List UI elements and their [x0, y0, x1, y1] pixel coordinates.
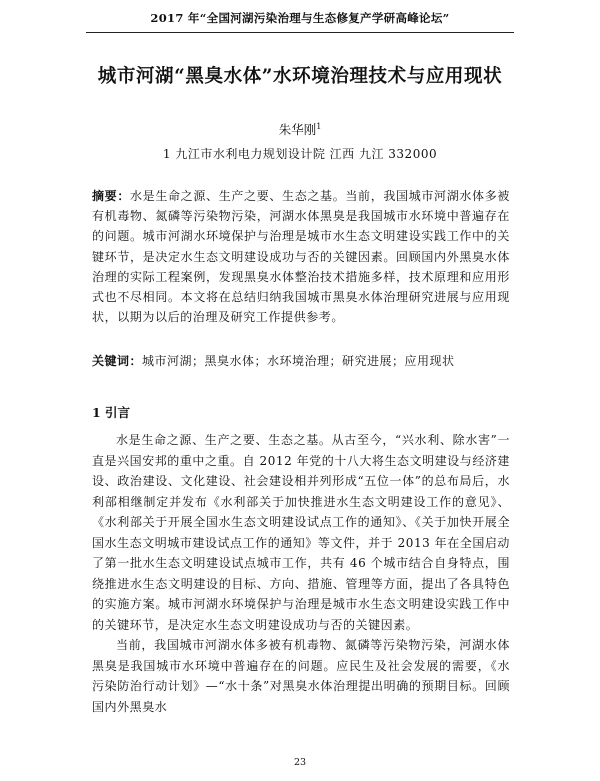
header-rule [86, 32, 514, 33]
author-line [0, 120, 600, 138]
keywords-label: 关键词： [92, 354, 143, 368]
author-superscript: 1 [316, 121, 322, 131]
affiliation: 1 九江市水利电力规划设计院 江西 九江 332000 [162, 147, 438, 161]
abstract-label: 摘要： [92, 189, 131, 203]
paper-title: 城市河湖“黑臭水体”水环境治理技术与应用现状 [97, 66, 503, 87]
author-name: 朱华刚 [278, 122, 317, 137]
body-paragraph: 水是生命之源、生产之要、生态之基。从古至今，“兴水利、除水害”一直是兴国安邦的重中之重。自 2012 年党的十八大将生态文明建设与经济建设、政治建设、文化建设、社会建设相并列形成“五位一体”的总布局后，水利部相继制定并发布《水利部关于加快推进水生态文明建设工作的意见》、《水利部关于开展全国水生态文明建设试点工作的通知》、《关于加快开展全国水生态文明城市建设试点工作的通知》等文件，并于 2013 年在全国启动了第一批水生态文明建设试点城市工作，共有 46 个城市结合自身特点，围绕推进水生态文明建设的目标、方向、措施、管理等方面，提出了各具特色的实施方案。城市河湖水环境保护与治理是城市水生态文明建设实践工作中的关键环节，是决定水生态文明建设成功与否的关键因素。 [92, 433, 510, 632]
keywords-text: 城市河湖；黑臭水体；水环境治理；研究进展；应用现状 [142, 354, 455, 368]
section-heading-introduction: 1 引言 [92, 405, 131, 420]
keywords [92, 352, 510, 369]
page-number: 23 [293, 757, 307, 768]
running-header: 2017 年“全国河湖污染治理与生态修复产学研高峰论坛” [150, 11, 450, 25]
abstract-text: 水是生命之源、生产之要、生态之基。当前，我国城市河湖水体多被有机毒物、氮磷等污染物污染，河湖水体黑臭是我国城市水环境中普遍存在的问题。城市河湖水环境保护与治理是城市水生态文明建设实践工作中的关键环节，是决定水生态文明建设成功与否的关键因素。回顾国内外黑臭水体治理的实际工程案例，发现黑臭水体整治技术措施多样，技术原理和应用形式也不尽相同。本文将在总结归纳我国城市黑臭水体治理研究进展与应用现状，以期为以后的治理及研究工作提供参考。 [92, 189, 510, 325]
section-body [92, 430, 510, 717]
body-paragraph: 当前，我国城市河湖水体多被有机毒物、氮磷等污染物污染，河湖水体黑臭是我国城市水环境中普遍存在的问题。应民生及社会发展的需要，《水污染防治行动计划》—“水十条”对黑臭水体治理提出明确的预期目标。回顾国内外黑臭水 [92, 638, 510, 714]
abstract [92, 186, 510, 327]
